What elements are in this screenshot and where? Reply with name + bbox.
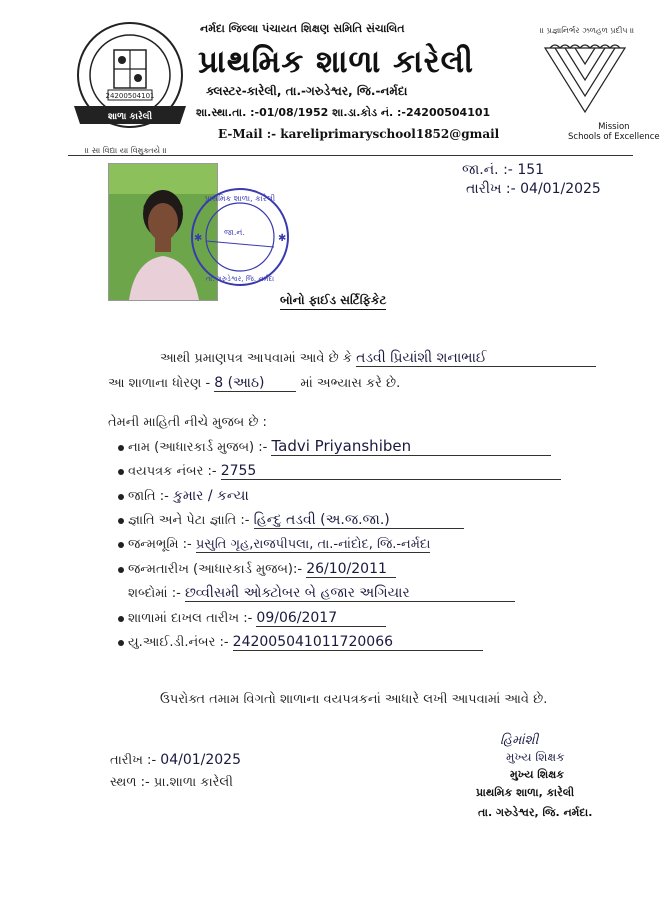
intro-line [160, 350, 596, 367]
student-name-gujarati: તડવી પ્રિયાંશી શનાભાઈ [356, 350, 596, 367]
field-value-dob: 26/10/2011 [306, 561, 396, 578]
stamp-inner: જા.નં. [224, 228, 245, 237]
stamp-bottom: તા. ગરુડેશ્વર, જિ. નર્મદા [205, 275, 275, 283]
ref-number-value: 151 [517, 162, 545, 178]
footer-date-label: તારીખ :- [110, 753, 157, 768]
issue-date [466, 181, 601, 197]
field-row [118, 463, 561, 480]
svg-text:24200504101: 24200504101 [105, 92, 155, 100]
certificate-title: બોનો ફાઈડ સર્ટિફિકેટ [280, 293, 386, 310]
stamp-text: પ્રાથમિક શાળા, કારેલી [204, 194, 276, 203]
field-row [118, 610, 386, 627]
mission-text [568, 122, 660, 142]
ref-number-label: જા.નં. :- [462, 162, 513, 178]
info-intro: તેમની માહિતી નીચે મુજબ છે : [108, 415, 267, 430]
motto-left: ॥ સા વિદ્યા યા વિમુક્તયે ॥ [85, 146, 167, 155]
standard-line [108, 375, 400, 392]
sign-school: પ્રાથમિક શાળા, કારેલી [476, 786, 575, 799]
footer-place [110, 775, 233, 790]
field-label: વયપત્રક નંબર :- [128, 464, 217, 479]
field-label: શાળામાં દાખલ તારીખ :- [128, 611, 253, 626]
standard-value: 8 (આઠ) [214, 375, 296, 392]
sign-role: મુખ્ય શિક્ષક [510, 768, 565, 781]
sign-address: તા. ગરુડેશ્વર, જિ. નર્મદા. [478, 806, 593, 819]
field-row [118, 488, 249, 504]
field-label: યુ.આઈ.ડી.નંબર :- [128, 635, 229, 650]
establishment-line: શા.સ્થા.તા. :-01/08/1952 શા.ડા.કોડ નં. :-24200504101 [196, 106, 491, 119]
bullet-icon [118, 567, 124, 573]
mission-line1: Mission [598, 122, 630, 132]
closing-statement: ઉપરોક્ત તમામ વિગતો શાળાના વયપત્રકનાં આધારે લખી આપવામાં આવે છે. [160, 692, 548, 707]
field-label: જ્ઞાતિ અને પેટા જ્ઞાતિ :- [128, 513, 250, 528]
field-label: જન્મતારીખ (આધારકાર્ડ મુજબ):- [128, 562, 303, 577]
ref-number [462, 162, 544, 178]
field-value-admission: 09/06/2017 [256, 610, 386, 627]
mission-line2: Schools of Excellence [568, 132, 660, 142]
mission-logo [540, 40, 630, 120]
field-label: જાતિ :- [128, 489, 169, 504]
issue-date-value: 04/01/2025 [520, 181, 601, 197]
school-name: પ્રાથમિક શાળા કારેલી [198, 44, 474, 80]
bullet-icon [118, 445, 124, 451]
field-row [118, 537, 430, 552]
field-row [118, 561, 396, 578]
standard-suffix: માં અભ્યાસ કરે છે. [300, 376, 401, 391]
field-label: નામ (આધારકાર્ડ મુજબ) :- [128, 440, 268, 455]
field-value-register: 2755 [221, 463, 561, 480]
footer-place-value: પ્રા.શાળા કારેલી [153, 775, 233, 790]
school-logo [70, 20, 190, 140]
header-divider [68, 155, 633, 156]
school-stamp [188, 185, 293, 290]
field-row [118, 634, 483, 651]
bullet-icon [118, 469, 124, 475]
field-label: શબ્દોમાં :- [128, 586, 181, 601]
bullet-icon [118, 616, 124, 622]
footer-date-value: 04/01/2025 [160, 752, 241, 768]
school-email: E-Mail :- kareliprimaryschool1852@gmail [218, 127, 500, 141]
bullet-icon [118, 542, 124, 548]
field-value-gender: કુમાર / કન્યા [172, 488, 249, 504]
signature-role-handwritten: મુખ્ય શિક્ષક [506, 750, 565, 764]
field-row [118, 512, 464, 529]
bullet-icon [118, 640, 124, 646]
stamp-star: ✱ [278, 233, 287, 244]
stamp-star-left: ✱ [194, 233, 203, 244]
school-address: ક્લસ્ટર-કારેલી, તા.-ગરુડેશ્વર, જિ.-નર્મદા [206, 84, 408, 98]
field-value-name: Tadvi Priyanshiben [271, 437, 551, 456]
field-value-dob-words: છવ્વીસમી ઓક્ટોબર બે હજાર અગિયાર [185, 585, 515, 602]
signature: હિમાંશી [500, 733, 539, 748]
svg-text:શાળા કારેલી: શાળા કારેલી [107, 112, 153, 122]
footer-place-label: સ્થળ :- [110, 775, 150, 790]
issue-date-label: તારીખ :- [466, 181, 516, 197]
motto-right: ॥ પ્રજ્ઞાનિર્ભર ઝળહળ પ્રદીપ ॥ [540, 26, 635, 35]
field-value-uid: 242005041011720066 [233, 634, 483, 651]
bullet-icon [118, 518, 124, 524]
field-row [118, 437, 551, 456]
intro-prefix: આથી પ્રમાણપત્ર આપવામાં આવે છે કે [160, 351, 352, 366]
field-label: જન્મભૂમિ :- [128, 537, 192, 552]
field-value-caste: હિન્દુ તડવી (અ.જ.જા.) [254, 512, 464, 529]
header-subtitle: નર્મદા જિલ્લા પંચાયત શિક્ષણ સમિતિ સંચાલિત [200, 22, 405, 35]
field-value-birthplace: પ્રસુતિ ગૃહ,રાજપીપલા, તા.-નાંદોદ, જિ.-નર્મદા [195, 537, 431, 552]
field-row [128, 585, 515, 602]
footer-date [110, 752, 241, 768]
bullet-icon [118, 494, 124, 500]
standard-prefix: આ શાળાના ધોરણ - [108, 376, 211, 391]
